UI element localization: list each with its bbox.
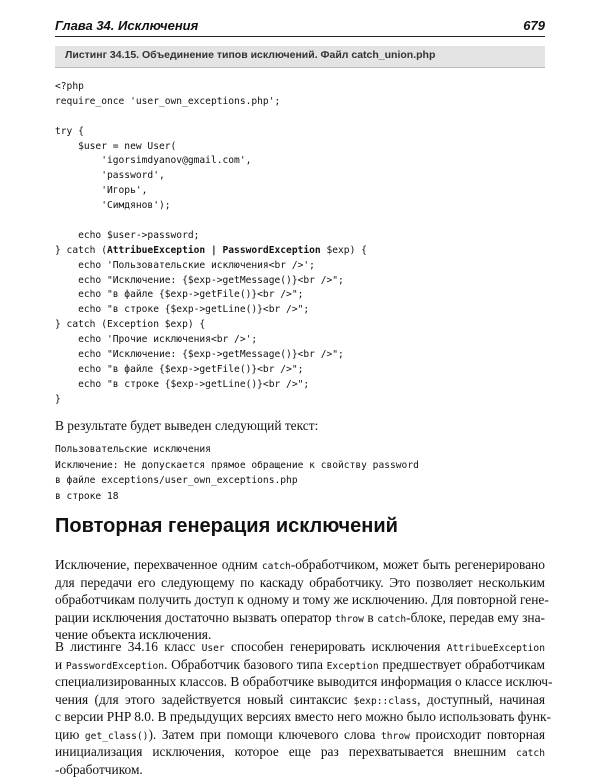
running-header — [55, 18, 545, 37]
paragraph-line: цию get_class()). Затем при помощи ключевого слова throw происходит повторная — [55, 726, 546, 742]
output-line: в файле exceptions/user_own_exceptions.php — [55, 475, 298, 486]
result-intro: В результате будет выведен следующий текст: — [55, 418, 319, 433]
paragraph-line: инициализация исключения, которое еще раз перехватывается внешним catch — [55, 744, 545, 759]
union-types: AttribueException | PasswordException — [106, 244, 321, 256]
code-line: <?php — [55, 81, 84, 92]
code-line: } catch (Exception $exp) { — [55, 319, 206, 331]
paragraph-line: специализированных классов. В обработчике выводится информация о классе исключ- — [55, 674, 553, 689]
code-line — [55, 110, 367, 125]
code-line: echo 'Пользовательские исключения<br />'; — [55, 259, 315, 271]
code-line: 'Симдянов'); — [55, 200, 171, 212]
code-line: $user = new User( — [55, 140, 177, 152]
code-line: 'password', — [55, 170, 165, 182]
paragraph-line: Исключение, перехваченное одним catch-обработчиком, может быть регенерировано — [55, 557, 545, 572]
code-line-catch-union: } catch (AttribueException | PasswordException $exp) { — [55, 244, 367, 256]
code-line: echo "Исключение: {$exp->getMessage()}<br />"; — [55, 349, 344, 361]
output-line: Пользовательские исключения — [55, 444, 211, 455]
chapter-title: Глава 34. Исключения — [55, 18, 199, 33]
paragraph-line: чения (для этого задействуется новый синтаксис $exp::class, доступный, начиная — [55, 691, 545, 707]
code-line: } — [55, 393, 61, 405]
code-line: echo $user->password; — [55, 229, 200, 241]
paragraph-line: с версии PHP 8.0. В предыдущих версиях вместо него можно было использовать функ- — [55, 709, 551, 724]
code-listing — [55, 80, 367, 408]
output-line: Исключение: Не допускается прямое обращение к свойству password — [55, 459, 419, 471]
code-line: echo "в файле {$exp->getFile()}<br />"; — [55, 289, 304, 301]
code-line: 'Игорь', — [55, 185, 148, 197]
code-line: echo "в файле {$exp->getFile()}<br />"; — [55, 363, 304, 375]
code-line: echo 'Прочие исключения<br />'; — [55, 334, 258, 346]
paragraph-line: -обработчиком. — [55, 761, 143, 777]
code-line: 'igorsimdyanov@gmail.com', — [55, 155, 252, 167]
paragraph-line: для передачи его следующему по каскаду обработчику. Это позволяет нескольким — [55, 574, 545, 590]
code-line: echo "в строке {$exp->getLine()}<br />"; — [55, 304, 310, 316]
output-line: в строке 18 — [55, 490, 119, 502]
section-title: Повторная генерация исключений — [55, 515, 398, 537]
code-line: echo "в строке {$exp->getLine()}<br />"; — [55, 378, 310, 390]
paragraph-line: В листинге 34.16 класс User способен генерировать исключения AttribueException — [55, 639, 545, 654]
paragraph-line: и PasswordException. Обработчик базового типа Exception предшествует обработчикам — [55, 656, 545, 672]
paragraph-line: чение объекта исключения. — [55, 627, 212, 642]
code-line: echo "Исключение: {$exp->getMessage()}<br />"; — [55, 274, 344, 286]
listing-caption: Листинг 34.15. Объединение типов исключений. Файл catch_union.php — [55, 46, 545, 68]
paragraph-1 — [55, 556, 549, 644]
paragraph-2 — [55, 638, 553, 778]
code-line: try { — [55, 125, 84, 137]
paragraph-line: обработчикам получить доступ к одному и тому же исключению. Для повторной гене- — [55, 592, 549, 607]
code-line: require_once 'user_own_exceptions.php'; — [55, 95, 281, 107]
program-output — [55, 442, 419, 504]
paragraph-line: рации исключения достаточно вызвать оператор throw в catch-блоке, передав ему зна- — [55, 609, 545, 625]
page-number: 679 — [523, 18, 545, 33]
code-line — [55, 214, 367, 229]
